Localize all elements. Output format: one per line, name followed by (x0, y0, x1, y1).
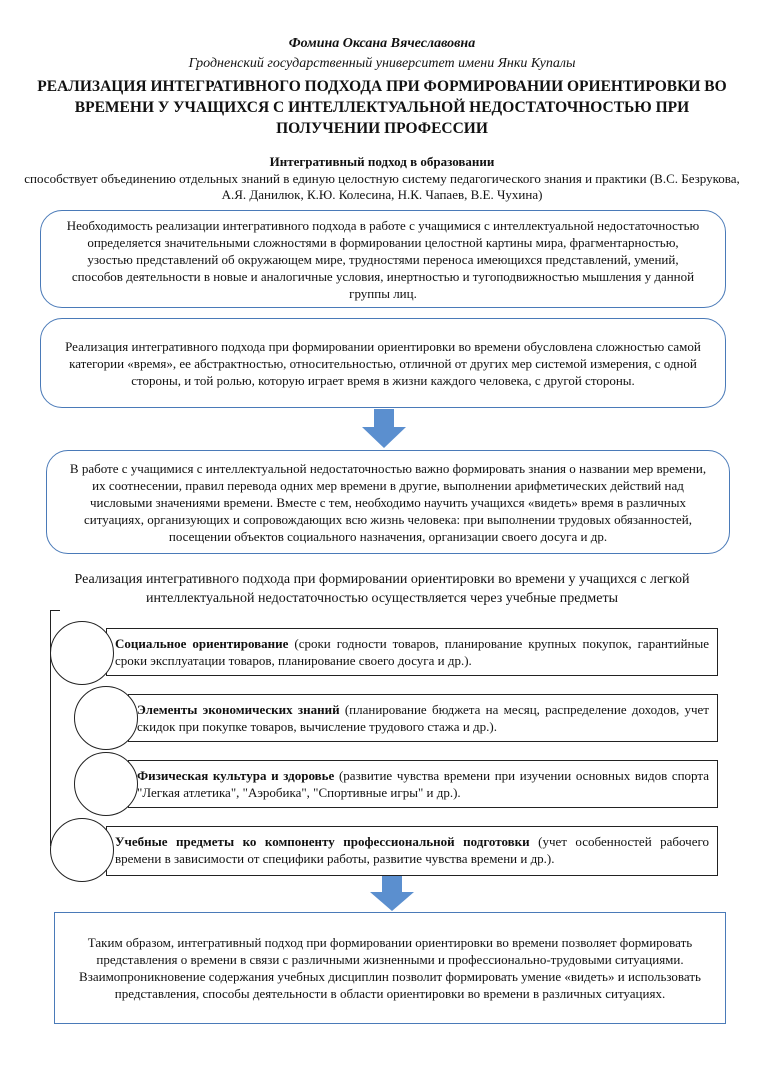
subject-desc: (сроки годности товаров, планирование крупных покупок, гарантийные сроки эксплуатации товаров, планирование своего досуга и др.). (115, 636, 709, 668)
knowledge-text: В работе с учащимися с интеллектуальной недостаточностью важно формировать знания о названии мер времени, их соотнесении, правил перевода одних мер времени в другие, выполнении арифметических действий над числовыми значениями времени. Вместе с тем, необходимо научить учащихся «видеть» время в различных ситуациях, организующих и сопровождающих всю жизнь человека: при выполнении трудовых обязанностей, посещении объектов социального назначения, организации своего досуга и др. (69, 460, 707, 544)
affiliation: Гродненский государственный университет имени Янки Купалы (188, 56, 576, 71)
conclusion-box (54, 912, 726, 1024)
subject-desc: (планирование бюджета на месяц, распределение доходов, учет скидок при покупке товаров, вычисление трудового стажа и др.). (137, 702, 709, 734)
subject-box (128, 694, 718, 742)
subject-box (128, 760, 718, 808)
subject-name: Учебные предметы ко компоненту профессиональной подготовки (115, 834, 530, 849)
subject-box (106, 628, 718, 676)
intro-heading: Интегративный подход в образовании (269, 154, 495, 169)
conclusion-text: Таким образом, интегративный подход при формировании ориентировки во времени позволяет формировать представления о времени в связи с различными жизненными и профессионально-трудовыми ситуациями. Взаимопроникновение содержания учебных дисциплин позволит формировать умение «видеть» и использовать представления, способы деятельности в области ориентировки во времени в различных ситуациях. (79, 935, 701, 1001)
subject-box (106, 826, 718, 876)
necessity-box (40, 210, 726, 308)
subject-circle (50, 818, 114, 882)
subject-desc: (учет особенностей рабочего времени в зависимости от специфики работы, развитие чувства времени и др.). (115, 834, 709, 866)
necessity-text: Необходимость реализации интегративного подхода в работе с учащимися с интеллектуальной недостаточностью определяется значительными сложностями в формировании целостной картины мира, фрагментарностью, узостью представлений об окружающем мире, трудностями переноса имеющихся представлений, умений, способов деятельности в новые и аналогичные условия, инертностью и тугоподвижностью мышления у данной группы лиц. (66, 217, 700, 301)
subject-circle (74, 752, 138, 816)
subject-desc: (развитие чувства времени при изучении основных видов спорта "Легкая атлетика", "Аэробика", "Спортивные игры" и др.). (137, 768, 709, 800)
subject-name: Элементы экономических знаний (137, 702, 340, 717)
subject-circle (74, 686, 138, 750)
knowledge-box (46, 450, 730, 554)
intro-text: способствует объединению отдельных знаний в единую целостную систему педагогического знания и практики (В.С. Безрукова, А.Я. Данилюк, К.Ю. Колесина, Н.К. Чапаев, В.Е. Чухина) (24, 171, 740, 202)
subjects-intro: Реализация интегративного подхода при формировании ориентировки во времени у учащихся с легкой интеллектуальной недостаточностью осуществляется через учебные предметы (74, 572, 690, 606)
subject-circle (50, 621, 114, 685)
down-arrow-icon (360, 409, 408, 449)
time-category-text: Реализация интегративного подхода при формировании ориентировки во времени обусловлена сложностью самой категории «время», ее абстрактностью, относительностью, отличной от других мер системой измерения, с одной стороны, и той ролью, которую играет время в жизни каждого человека, с другой стороны. (65, 338, 701, 388)
connector-tick (50, 610, 60, 611)
down-arrow-icon (368, 876, 416, 912)
subject-name: Социальное ориентирование (115, 636, 289, 651)
page-title: РЕАЛИЗАЦИЯ ИНТЕГРАТИВНОГО ПОДХОДА ПРИ ФОРМИРОВАНИИ ОРИЕНТИРОВКИ ВО ВРЕМЕНИ У УЧАЩИХСЯ С ИНТЕЛЛЕКТУАЛЬНОЙ НЕДОСТАТОЧНОСТЬЮ ПРИ ПОЛУЧЕНИИ ПРОФЕССИИ (37, 78, 727, 137)
subject-name: Физическая культура и здоровье (137, 768, 335, 783)
author-name: Фомина Оксана Вячеславовна (288, 36, 476, 51)
time-category-box (40, 318, 726, 408)
